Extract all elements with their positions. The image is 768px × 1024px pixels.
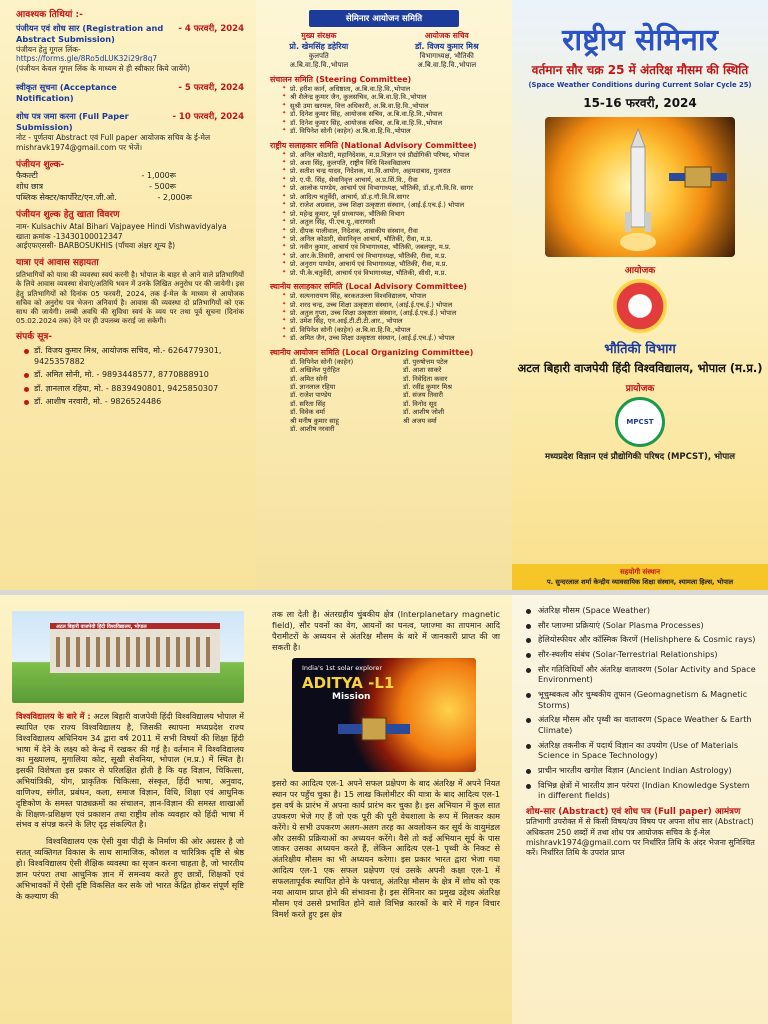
national-member: ✦ प्रो. आर.के.तिवारी, आचार्य एवं विभागाध्यक्ष, भौतिकी, रीवा, म.प्र. — [282, 252, 502, 260]
steering-member: ✦ श्री शैलेन्द्र कुमार जैन, कुलसचिव, अ.बि.वा.हि.वि.,भोपाल — [282, 93, 502, 101]
steering-member: ✦ डॉ. दिनेश कुमार सिंह, आयोजक सचिव, अ.बि.वा.हि.वि.,भोपाल — [282, 110, 502, 118]
national-member: ✦ प्रो. अनिल कोठारी, सेवानिवृत्त आचार्य, भौतिकी, रीवा, म.प्र. — [282, 235, 502, 243]
text-top: तक ला देती है। अंतरग्रहीय चुंबकीय क्षेत्र (Interplanetary magnetic field), सौर पवनों का वेग, आयनों का घनत्व, प्लाज्मा का तापमान आदि पैरामीटरों के अध्ययन से अंतरिक्ष मौसम के बारे में जानकारी प्राप्त की जा सकती है। — [272, 609, 500, 652]
local-advisory-member: ✦ प्रो. शरद चन्द्र, उच्च शिक्षा उत्कृष्टता संस्थान, (आई.ई.एच.ई.) भोपाल — [282, 301, 502, 309]
fee-row: फैकल्टी - 1,000रू — [16, 171, 176, 181]
local-advisory-member: ✦ डॉ. अमित जैन, उच्च शिक्षा उत्कृष्टता संस्थान, (आई.ई.एच.ई.) भोपाल — [282, 334, 502, 342]
about-heading: विश्वविद्यालय के बारे में : — [16, 711, 91, 721]
university-name: अटल बिहारी वाजपेयी हिंदी विश्वविद्यालय, भोपाल (म.प्र.) — [517, 360, 763, 375]
local-organizing-member: डॉ. रवींद्र कुमार मिश्र — [403, 383, 452, 391]
satellite-icon — [292, 658, 476, 772]
fee-list — [16, 171, 244, 203]
national-member: ✦ प्रो. पी.के.चतुर्वेदी, आचार्य एवं विभागाध्यक्ष, भौतिकी, सीधी, म.प्र. — [282, 269, 502, 277]
steering-member: ✦ डॉ. दिनेश कुमार सिंह, आयोजक सचिव, अ.बि.वा.हि.वि.,भोपाल — [282, 119, 502, 127]
fee-row: पब्लिक सेक्टर/कार्पोरेट/एन.जी.ओ. - 2,000रू — [16, 192, 192, 202]
panel-aditya — [256, 595, 512, 1024]
committee-banner: सेमिनार आयोजन समिति — [309, 10, 459, 27]
about-text: अटल बिहारी वाजपेयी हिंदी विश्वविद्यालय भोपाल में स्थापित एक राज्य विश्वविद्यालय है, जिसकी स्थापना मध्यप्रदेश राज्य विश्वविद्यालय अधिनियम 34 द्वारा वर्ष 2011 में सभी विषयों की शिक्षा हिंदी भाषा में देने के लक्ष्य को केन्द्र में रखकर की गई है। वर्तमान में विश्वविद्यालय का मुख्यालय, मुगालिया कोट, सूखी सेवनिया, भोपाल (म.प्र.) में स्थित है। इसकी विशेषता इस प्रकार से परिलक्षित होती है कि यह विज्ञान, चिकित्सा, अभियांत्रिकी, योग, प्राकृतिक चिकित्सा, संस्कृत, हिंदी भाषा, अनुवाद, वाणिज्य, संगीत, प्रबंधन, कला, समाज विज्ञान, विधि, शिक्षा एवं आधुनिक दृष्टिकोण के समस्त पाठ्यक्रमों का संचालन, ज्ञान-विज्ञान की समस्त शाखाओं के शिक्षण-प्रशिक्षण एवं प्रकाशन तथा राष्ट्रीय लोक व्यवहार को हिंदी भाषा में संभव व संपन्न करने के लिए दृढ़ संकल्पित है। — [16, 711, 244, 830]
topic-item: भूचुम्बकत्व और चुम्बकीय तूफान (Geomagnetism & Magnetic Storms) — [526, 689, 758, 710]
local-organizing-member: डॉ. विपिनेश सोनी (काहेन) — [290, 357, 354, 366]
partner-name: प. सुन्दरलाल शर्मा केन्द्रीय व्यावसायिक शिक्षा संस्थान, श्यामला हिल्स, भोपाल — [546, 578, 734, 586]
national-member: ✦ प्रो. अनुराग पाण्डेय, आचार्य एवं विभागाध्यक्ष, भौतिकी, रीवा, म.प्र. — [282, 260, 502, 268]
seminar-dates: 15-16 फरवरी, 2024 — [583, 95, 697, 110]
local-advisory-member: ✦ प्रो. उमेश सिंह, एन.आई.टी.टी.टी.आर., भोपाल — [282, 317, 502, 325]
aditya-subtitle: Mission — [332, 692, 371, 703]
organizer-label: आयोजक — [624, 265, 656, 276]
contact-title: संपर्क सूत्र- — [16, 332, 53, 343]
steering-member: ✦ डॉ. विपिनेश सोनी (काहेन) अ.बि.वा.हि.वि.,भोपाल — [282, 127, 502, 135]
contact-list — [24, 346, 244, 408]
paper-row — [16, 111, 244, 133]
national-member: ✦ प्रो. सतीश चन्द्र यादव, निदेशक, मा.वि.आयोग, अहमदाबाद, गुजरात — [282, 167, 502, 175]
sun-rocket-image — [545, 117, 735, 257]
topic-list — [512, 595, 768, 801]
about-paragraph — [0, 703, 256, 830]
local-organizing-member: डॉ. आशीष नरवारी — [290, 425, 335, 434]
registration-label: पंजीयन एवं शोध सार (Registration and Abstract Submission) — [16, 22, 164, 44]
contact-item: डॉ. अमित सोनी, मो. - 9893448577, 8770888910 — [24, 370, 244, 381]
local-organizing-member: श्री मनीष कुमार साहू — [290, 416, 339, 425]
bank-name: नाम- Kulsachiv Atal Bihari Vajpayee Hindi Vishwavidyalya — [16, 221, 227, 231]
department-name: भौतिकी विभाग — [604, 341, 676, 357]
topic-item: सौर-स्थलीय संबंध (Solar-Terrestrial Relationships) — [526, 649, 758, 660]
about-text-2: विश्वविद्यालय एक ऐसी युवा पीढ़ी के निर्माण की ओर अग्रसर है जो सतत् व्यक्तिगत विकास के साथ सामाजिक, कौशल व चारित्रिक दृष्टि से श्रेष्ठ हो। विश्वविद्यालय ऐसी शैक्षिक व्यवस्था का सृजन करना चाहता है, जो भारतीय ज्ञान परंपरा तथा आधुनिक ज्ञान में समन्वय करते हुए छात्रों, शिक्षकों एवं अभिभावकों में ऐसी दृष्टि विकसित कर सके जो भारत केंद्रित होकर संपूर्ण सृष्टि के कल्याण की — [16, 836, 244, 901]
fee-title: पंजीयन शुल्क- — [16, 159, 65, 170]
topic-item: प्राचीन भारतीय खगोल विज्ञान (Ancient Indian Astrology) — [526, 765, 758, 776]
panel-about — [0, 595, 256, 1024]
abstract-text: प्रतिभागी उपरोक्त में से किसी विषय/उप विषय पर अपना शोध सार (Abstract) अधिकतम 250 शब्दों में तथा शोध पत्र आयोजक सचिव के ई-मेल mishravk1974@gmail.com पर निर्धारित तिथि के अंदर भेजना सुनिश्चित करें। निर्धारित तिथि के उपरांत प्राप्त — [526, 817, 755, 858]
national-member: ✦ प्रो. महेन्द्र कुमार, पूर्व प्राध्यापक, भौतिकी विभाग — [282, 210, 502, 218]
local-organizing-member: श्री अजय वर्मा — [403, 416, 437, 425]
local-organizing-member: डॉ. ज्ञानलाल रहिया — [290, 383, 336, 391]
registration-date: - 4 फरवरी, 2024 — [178, 23, 244, 34]
national-member: ✦ प्रो. अशा सिंह, कुलपति, राष्ट्रीय विधि विश्वविद्यालय — [282, 159, 502, 167]
rocket-icon — [545, 117, 735, 257]
local-organizing-member: डॉ. विनोद सूद — [403, 399, 437, 408]
sponsor-name: मध्यप्रदेश विज्ञान एवं प्रौद्योगिकी परिषद (MPCST), भोपाल — [544, 451, 736, 462]
acceptance-row — [16, 82, 244, 104]
sponsor-label: प्रायोजक — [625, 383, 655, 394]
seminar-title: राष्ट्रीय सेमिनार — [562, 23, 718, 58]
steering-title: संचालन समिति (Steering Committee) — [270, 75, 412, 84]
local-organizing-member: डॉ. विवेक वर्मा — [290, 408, 325, 417]
panel-dates-fees — [0, 0, 256, 590]
national-member: ✦ प्रो. अतुल सिंह, पी.एच.यू.,वाराणसी — [282, 218, 502, 226]
national-member: ✦ प्रो. दीपक पालीवाल, निदेशक, शासकीय संस्थान, रीवा — [282, 227, 502, 235]
seminar-subtitle-hindi: वर्तमान सौर चक्र 25 में अंतरिक्ष मौसम की स्थिति — [531, 63, 749, 77]
local-organizing-list — [282, 358, 502, 434]
panel-topics — [512, 595, 768, 1024]
contact-item: डॉ. आशीष नरवारी, मो. - 9826524486 — [24, 397, 244, 408]
university-building-image — [12, 611, 244, 703]
local-organizing-title: स्थानीय आयोजन समिति (Local Organizing Committee) — [270, 347, 474, 357]
text-bottom: इसरो का आदित्य एल-1 अपने सफल प्रक्षेपण के बाद अंतरिक्ष में अपने नियत स्थान पर पहुँच चुका है। 15 लाख किलोमीटर की यात्रा के बाद आदित्य एल-1 इस वर्ष के प्रारंभ में अपना कार्य प्रारंभ कर चुका है। इस अभियान में कुल सात उपकरण भेजे गए हैं जो एक पूरी की पूरी वेधशाला के रूप में मिलकर काम करेंगे। ये सभी उपकरण अलग-अलग तरह का अवलोकन कर सूर्य के वायुमंडल और उसकी प्रक्रियाओं का अध्ययन करेंगे। वैसे तो कई अभियान सूर्य के पास जाकर उसका अध्ययन करते हैं, लेकिन आदित्य एल-1 पृथ्वी के निकट से अंतरिक्षीय मौसम का भी अध्ययन करेगा। इस प्रकार भारत द्वारा भेजा गया आदित्य एल-1 एक सफल प्रक्षेपण एवं उसके अपनी कक्षा एल-1 में सफलतापूर्वक स्थापित होने के पश्चात्, अंतरिक्ष मौसम के क्षेत्र में शोध को एक नया आयाम प्राप्त होने की संभावना है। इस सेमिनार का प्रमुख उद्देश्य अंतरिक्ष मौसम एवं उससे प्रभावित होने वाले विभिन्न कारकों के बारे में गहन विचार विमर्श करते हुए इस क्षेत्र — [272, 778, 500, 919]
local-organizing-member: डॉ. पुरुषोत्तम पटेल — [403, 357, 448, 366]
bank-ifsc: आईएफएससी- BARBOSUKHIS (पाँचवा अंक्षर शून्य है) — [16, 241, 176, 251]
local-organizing-member: डॉ. अमित सोनी — [290, 374, 328, 383]
paper-note: नोट - पूर्णतया Abstract एवं Full paper आयोजक सचिव के ई-मेल mishravk1974@gmail.com पर भेजें। — [16, 133, 211, 152]
patrons — [256, 31, 512, 70]
steering-list — [282, 85, 502, 136]
national-member: ✦ प्रो. आलोक पाण्डेय, आचार्य एवं विभागाध्यक्ष, भौतिकी, डॉ.ह.गौ.वि.वि. सागर — [282, 184, 502, 192]
local-advisory-member: ✦ प्रो. सत्यनारायण सिंह, बरकतउल्ला विश्वविद्यालय, भोपाल — [282, 292, 502, 300]
national-title: राष्ट्रीय सलाहकार समिति (National Advisory Committee) — [270, 140, 477, 150]
seminar-subtitle-english: (Space Weather Conditions during Current Solar Cycle 25) — [528, 80, 752, 89]
national-member: ✦ प्रो. राजेश अग्रवाल, उच्च शिक्षा उत्कृष्टता संस्थान, (आई.ई.एच.ई.) भोपाल — [282, 201, 502, 209]
aditya-image — [292, 658, 476, 772]
fee-row: शोध छात्र - 500रू — [16, 182, 176, 192]
topic-item: सौर गतिविधियाँ और अंतरिक्ष वातावरण (Solar Activity and Space Environment) — [526, 664, 758, 685]
local-organizing-member: डॉ. आशीष जोशी — [403, 408, 445, 417]
form-link[interactable]: https://forms.gle/8Ro5dLUK32i29r8q7 — [16, 54, 158, 64]
contact-item: डॉ. विजय कुमार मिश्र, आयोजक सचिव, मो.- 6264779301, 9425357882 — [24, 346, 244, 367]
panel-committees — [256, 0, 512, 590]
registration-row — [16, 23, 244, 45]
important-dates-title: आवश्यक तिथियां :- — [16, 10, 83, 20]
local-organizing-member: डॉ. राजेश पाण्डेय — [290, 391, 332, 400]
form-note: (पंजीयन केवल गूगल लिंक के माध्यम से ही स्वीकार किये जायेंगे) — [16, 64, 191, 74]
contact-item: डॉ. ज्ञानलाल रहिया, मो. - 8839490801, 9425850307 — [24, 384, 244, 395]
travel-text: प्रतिभागियों को यात्रा की व्यवस्था स्वयं करनी है। भोपाल के बाहर से आने वाले प्रतिभागियों के लिये आवास व्यवस्था सेवाएं/अतिथि भवन में उनके लिखित अनुरोध पर की जायेगी। इस हेतु प्रतिभागियों को दिनांक 05 फरवरी, 2024, तक ई-मेल के माध्यम से आयोजक सचिव को अनुरोध पत्र भेजना अनिवार्य है। आवास की व्यवस्था दो प्रतिभागियों को एक साथ की जायेगी। लम्बी अवधि की सुविधा स्वयं के व्यय पर तथा पूर्व सूचना (दिनांक 05.02.2024 तक) देने पर ही उपलब्ध कराई जा सकेगी। — [16, 270, 244, 326]
bank-account: खाता क्रमांक -13430100012347 — [16, 231, 123, 241]
building-icon — [50, 623, 220, 673]
travel-title: यात्रा एवं आवास सहायता — [16, 258, 99, 269]
local-organizing-member: डॉ. संजय तिवारी — [403, 391, 443, 400]
acceptance-label: स्वीकृत सूचना (Acceptance Notification) — [16, 81, 117, 103]
acceptance-date: - 5 फरवरी, 2024 — [178, 82, 244, 93]
abstract-title: शोध-सार (Abstract) एवं शोध पत्र (Full paper) आमंत्रण — [526, 807, 741, 818]
local-advisory-member: ✦ डॉ. विपिनेश सोनी (काहेन) अ.बि.वा.हि.वि.,भोपाल — [282, 326, 502, 334]
bank-title: पंजीयन शुल्क हेतु खाता विवरण — [16, 210, 120, 221]
national-list — [282, 151, 502, 278]
chief-patron: मुख्य संरक्षक प्रो. खेमसिंह डहेरिया कुलपति अ.बि.वा.हि.वि.,भोपाल — [289, 31, 349, 69]
building-sign: अटल बिहारी वाजपेयी हिंदी विश्वविद्यालय, भोपाल — [56, 624, 147, 630]
form-label: पंजीयन हेतु गूगल लिंक- — [16, 44, 81, 54]
topic-item: सौर प्लाज्मा प्रक्रियाएं (Solar Plasma Processes) — [526, 620, 758, 631]
aditya-tag: India's 1st solar explorer — [302, 664, 383, 673]
local-advisory-list — [282, 292, 502, 343]
aditya-title: ADITYA -L1 — [302, 674, 395, 693]
topic-item: अंतरिक्ष मौसम (Space Weather) — [526, 605, 758, 616]
organizing-secretary: आयोजक सचिव डॉ. विजय कुमार मिश्र विभागाध्यक्ष, भौतिकी अ.बि.वा.हि.वि.,भोपाल — [414, 31, 479, 69]
paper-date: - 10 फरवरी, 2024 — [172, 112, 244, 123]
local-organizing-member: डॉ. अखिलेश पुरोहित — [290, 366, 340, 375]
topic-item: हेलियोस्फीयर और कॉस्मिक किरणें (Helishphere & Cosmic rays) — [526, 634, 758, 645]
national-member: ✦ प्रो. ए.पी. सिंह, सेवानिवृत्त आचार्य, अ.प्र.सिं.वि., रीवा — [282, 176, 502, 184]
national-member: ✦ प्रो. नवीन कुमार, आचार्य एवं विभागाध्यक्ष, भौतिकी, जबलपुर, म.प्र. — [282, 243, 502, 251]
panel-cover — [512, 0, 768, 590]
national-member: ✦ प्रो. आदित्य चतुर्वेदी, आचार्य, डॉ.ह.गौ.वि.वि.सागर — [282, 193, 502, 201]
topic-item: अंतरिक्ष तकनीक में पदार्थ विज्ञान का उपयोग (Use of Materials Science in Space Technology) — [526, 740, 758, 761]
topic-item: अंतरिक्ष मौसम और पृथ्वी का वातावरण (Space Weather & Earth Climate) — [526, 714, 758, 735]
local-organizing-member: डॉ. आशा साकरे — [403, 366, 442, 375]
local-organizing-member: डॉ. निवेदिता कवार — [403, 374, 448, 383]
topic-item: विभिन्न क्षेत्रों में भारतीय ज्ञान परंपरा (Indian Knowledge System in different fields) — [526, 780, 758, 801]
local-advisory-member: ✦ प्रो. अतुल गुप्ता, उच्च शिक्षा उत्कृष्टता संस्थान, (आई.ई.एच.ई.) भोपाल — [282, 309, 502, 317]
local-advisory-title: स्थानीय सलाहकार समिति (Local Advisory Committee) — [270, 282, 467, 292]
partner-bar — [512, 564, 768, 590]
national-member: ✦ प्रो. अनिल कोठारी, महानिदेशक, म.प्र.विज्ञान एवं प्रौद्योगिकी परिषद, भोपाल — [282, 151, 502, 159]
partner-label: सहयोगी संस्थान — [620, 568, 660, 576]
steering-member: ✦ प्रो. हरीश कार्न, अधिष्ठाता, अ.बि.वा.हि.वि.,भोपाल — [282, 85, 502, 93]
steering-member: ✦ सुश्री उमा खरमल, वित्त अधिकारी, अ.बि.वा.हि.वि.,भोपाल — [282, 102, 502, 110]
university-logo: ✺ — [613, 279, 667, 333]
paper-label: शोध पत्र जमा करना (Full Paper Submission) — [16, 111, 129, 133]
local-organizing-member: डॉ. सरिता सिंह — [290, 399, 326, 408]
mpcst-logo: MPCST — [615, 397, 665, 447]
local-organizing-member — [395, 425, 502, 433]
